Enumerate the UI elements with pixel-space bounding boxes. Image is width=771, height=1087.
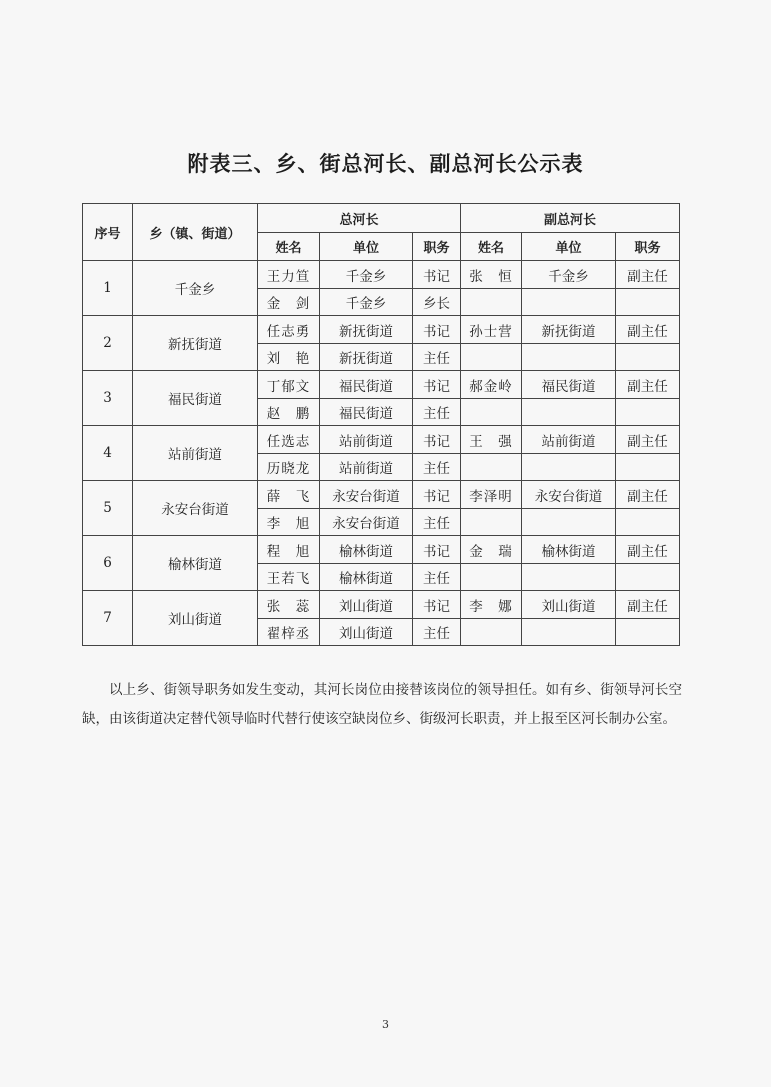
chief-name-cell: 金 剑 bbox=[258, 289, 320, 316]
deputy-name-cell: 孙士营 bbox=[461, 316, 522, 344]
header-chief-unit: 单位 bbox=[320, 233, 413, 261]
header-deputy-unit: 单位 bbox=[522, 233, 616, 261]
header-deputy-group: 副总河长 bbox=[461, 204, 680, 233]
chief-name-cell: 任选志 bbox=[258, 426, 320, 454]
chief-name-cell: 赵 鹏 bbox=[258, 399, 320, 426]
deputy-name-cell: 郝金岭 bbox=[461, 371, 522, 399]
empty-cell bbox=[461, 619, 522, 646]
chief-position-cell: 书记 bbox=[413, 316, 461, 344]
chief-name-cell: 张 蕊 bbox=[258, 591, 320, 619]
chief-name-cell: 任志勇 bbox=[258, 316, 320, 344]
header-chief-name: 姓名 bbox=[258, 233, 320, 261]
chief-name-cell: 薛 飞 bbox=[258, 481, 320, 509]
chief-unit-cell: 福民街道 bbox=[320, 399, 413, 426]
deputy-unit-cell: 刘山街道 bbox=[522, 591, 616, 619]
town-cell: 榆林街道 bbox=[133, 536, 258, 591]
page-title: 附表三、乡、街总河长、副总河长公示表 bbox=[187, 152, 584, 176]
empty-cell bbox=[461, 564, 522, 591]
town-cell: 站前街道 bbox=[133, 426, 258, 481]
header-deputy-position: 职务 bbox=[616, 233, 680, 261]
chief-position-cell: 主任 bbox=[413, 399, 461, 426]
empty-cell bbox=[616, 509, 680, 536]
empty-cell bbox=[616, 289, 680, 316]
deputy-position-cell: 副主任 bbox=[616, 481, 680, 509]
table-row bbox=[83, 536, 680, 564]
deputy-name-cell: 李泽明 bbox=[461, 481, 522, 509]
chief-position-cell: 主任 bbox=[413, 509, 461, 536]
chief-unit-cell: 千金乡 bbox=[320, 289, 413, 316]
chief-position-cell: 书记 bbox=[413, 261, 461, 289]
table-row bbox=[83, 591, 680, 619]
chief-unit-cell: 站前街道 bbox=[320, 426, 413, 454]
seq-cell: 2 bbox=[83, 316, 133, 371]
deputy-position-cell: 副主任 bbox=[616, 316, 680, 344]
empty-cell bbox=[616, 344, 680, 371]
table-row bbox=[83, 316, 680, 344]
deputy-unit-cell: 新抚街道 bbox=[522, 316, 616, 344]
deputy-unit-cell: 千金乡 bbox=[522, 261, 616, 289]
deputy-position-cell: 副主任 bbox=[616, 536, 680, 564]
empty-cell bbox=[616, 454, 680, 481]
chief-unit-cell: 千金乡 bbox=[320, 261, 413, 289]
chief-position-cell: 主任 bbox=[413, 454, 461, 481]
seq-cell: 5 bbox=[83, 481, 133, 536]
note-paragraph: 以上乡、街领导职务如发生变动，其河长岗位由接替该岗位的领导担任。如有乡、街领导河长空缺，由该街道决定替代领导临时代替行使该空缺岗位乡、街级河长职责，并上报至区河长制办公室。 bbox=[82, 681, 682, 727]
deputy-position-cell: 副主任 bbox=[616, 261, 680, 289]
table-row bbox=[83, 481, 680, 509]
chief-unit-cell: 站前街道 bbox=[320, 454, 413, 481]
chief-unit-cell: 永安台街道 bbox=[320, 481, 413, 509]
empty-cell bbox=[522, 289, 616, 316]
deputy-name-cell: 张 恒 bbox=[461, 261, 522, 289]
empty-cell bbox=[461, 289, 522, 316]
seq-cell: 7 bbox=[83, 591, 133, 646]
empty-cell bbox=[522, 454, 616, 481]
empty-cell bbox=[616, 399, 680, 426]
header-deputy-name: 姓名 bbox=[461, 233, 522, 261]
header-town: 乡（镇、街道） bbox=[133, 204, 258, 261]
chief-position-cell: 主任 bbox=[413, 564, 461, 591]
empty-cell bbox=[522, 619, 616, 646]
deputy-unit-cell: 站前街道 bbox=[522, 426, 616, 454]
empty-cell bbox=[461, 509, 522, 536]
seq-cell: 6 bbox=[83, 536, 133, 591]
header-seq: 序号 bbox=[83, 204, 133, 261]
chief-name-cell: 历晓龙 bbox=[258, 454, 320, 481]
empty-cell bbox=[616, 619, 680, 646]
chief-unit-cell: 新抚街道 bbox=[320, 344, 413, 371]
deputy-name-cell: 金 瑞 bbox=[461, 536, 522, 564]
chief-name-cell: 翟梓丞 bbox=[258, 619, 320, 646]
seq-cell: 3 bbox=[83, 371, 133, 426]
seq-cell: 4 bbox=[83, 426, 133, 481]
deputy-position-cell: 副主任 bbox=[616, 426, 680, 454]
chief-unit-cell: 刘山街道 bbox=[320, 591, 413, 619]
chief-unit-cell: 新抚街道 bbox=[320, 316, 413, 344]
deputy-unit-cell: 永安台街道 bbox=[522, 481, 616, 509]
chief-unit-cell: 刘山街道 bbox=[320, 619, 413, 646]
empty-cell bbox=[616, 564, 680, 591]
deputy-unit-cell: 榆林街道 bbox=[522, 536, 616, 564]
town-cell: 福民街道 bbox=[133, 371, 258, 426]
header-chief-position: 职务 bbox=[413, 233, 461, 261]
empty-cell bbox=[522, 564, 616, 591]
deputy-position-cell: 副主任 bbox=[616, 591, 680, 619]
chief-name-cell: 丁郁文 bbox=[258, 371, 320, 399]
chief-unit-cell: 永安台街道 bbox=[320, 509, 413, 536]
deputy-unit-cell: 福民街道 bbox=[522, 371, 616, 399]
river-chief-table bbox=[82, 203, 680, 646]
chief-name-cell: 李 旭 bbox=[258, 509, 320, 536]
deputy-name-cell: 王 强 bbox=[461, 426, 522, 454]
chief-unit-cell: 榆林街道 bbox=[320, 564, 413, 591]
chief-position-cell: 书记 bbox=[413, 536, 461, 564]
chief-name-cell: 王若飞 bbox=[258, 564, 320, 591]
table-row bbox=[83, 261, 680, 289]
empty-cell bbox=[522, 344, 616, 371]
chief-unit-cell: 福民街道 bbox=[320, 371, 413, 399]
empty-cell bbox=[461, 454, 522, 481]
empty-cell bbox=[461, 399, 522, 426]
seq-cell: 1 bbox=[83, 261, 133, 316]
town-cell: 刘山街道 bbox=[133, 591, 258, 646]
chief-name-cell: 程 旭 bbox=[258, 536, 320, 564]
deputy-name-cell: 李 娜 bbox=[461, 591, 522, 619]
chief-position-cell: 书记 bbox=[413, 481, 461, 509]
table-row bbox=[83, 371, 680, 399]
chief-unit-cell: 榆林街道 bbox=[320, 536, 413, 564]
chief-position-cell: 书记 bbox=[413, 591, 461, 619]
chief-position-cell: 主任 bbox=[413, 344, 461, 371]
chief-position-cell: 书记 bbox=[413, 371, 461, 399]
chief-name-cell: 刘 艳 bbox=[258, 344, 320, 371]
table-row bbox=[83, 426, 680, 454]
chief-position-cell: 书记 bbox=[413, 426, 461, 454]
header-chief-group: 总河长 bbox=[258, 204, 461, 233]
page-number: 3 bbox=[382, 1018, 389, 1031]
chief-position-cell: 主任 bbox=[413, 619, 461, 646]
chief-position-cell: 乡长 bbox=[413, 289, 461, 316]
empty-cell bbox=[461, 344, 522, 371]
empty-cell bbox=[522, 399, 616, 426]
chief-name-cell: 王力笪 bbox=[258, 261, 320, 289]
empty-cell bbox=[522, 509, 616, 536]
deputy-position-cell: 副主任 bbox=[616, 371, 680, 399]
town-cell: 千金乡 bbox=[133, 261, 258, 316]
town-cell: 永安台街道 bbox=[133, 481, 258, 536]
town-cell: 新抚街道 bbox=[133, 316, 258, 371]
